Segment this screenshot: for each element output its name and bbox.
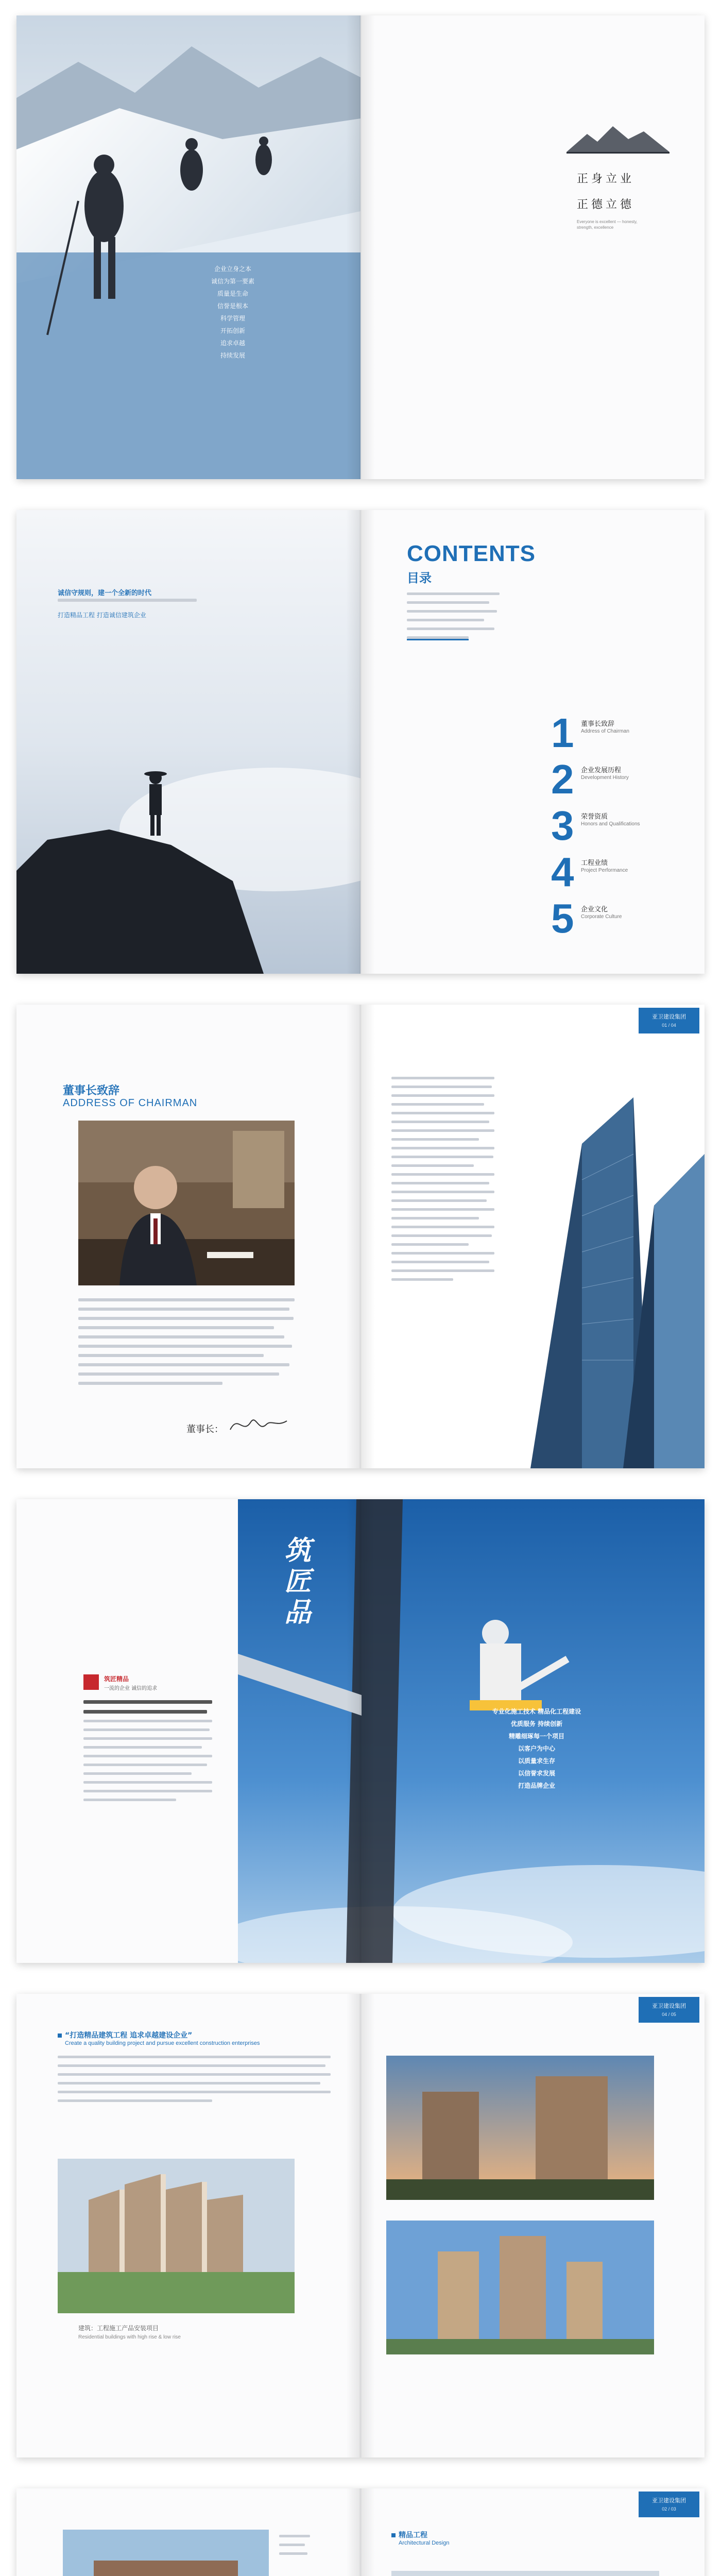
contents-left-page: [16, 510, 360, 974]
spread-projects-2: [16, 2488, 705, 2576]
contents-left-small-text: [58, 599, 197, 608]
projects2-title-cn: 精品工程: [391, 2530, 427, 2540]
chairman-portrait: [78, 1121, 295, 1285]
contents-item-number: 1: [551, 710, 574, 756]
contents-item[interactable]: [551, 850, 705, 896]
craft-label: 筑匠精品: [104, 1675, 129, 1683]
projects2-left-page: [16, 2488, 360, 2576]
contents-item[interactable]: [551, 896, 705, 943]
slogan-line: 企业立身之本: [214, 265, 251, 273]
contents-item-en: Development History: [581, 775, 629, 781]
contents-item-number: 4: [551, 849, 574, 895]
craft-label-2: 一流的企业 诚信的追求: [104, 1686, 158, 1691]
projects1-title-en: Create a quality building project and pursue excellent construction enterprises: [65, 2040, 260, 2046]
cover-title-1: 正身立业: [577, 173, 635, 185]
cover-slogan-block: [181, 263, 284, 362]
slogan-line: 科学管理: [220, 315, 245, 322]
residential-complex-photo: [58, 2159, 295, 2313]
overlay-line: 打造品牌企业: [518, 1782, 555, 1789]
signature-scribble: [228, 1412, 289, 1437]
page-tag: 亚卫建设集团 04 / 05: [639, 1997, 699, 2023]
projects1-caption-cn: 建筑：工程施工产品安装项目: [78, 2325, 159, 2332]
contents-intro-text: [407, 592, 500, 645]
contents-item-en: Corporate Culture: [581, 914, 622, 920]
contents-item-number: 5: [551, 895, 574, 941]
overlay-line: 以信誉求发展: [518, 1770, 555, 1777]
slogan-line: 追求卓越: [220, 340, 245, 347]
projects1-body-text: [58, 2056, 331, 2108]
dusk-tower-photo: [386, 2056, 654, 2200]
slogan-line: 开拓创新: [220, 327, 245, 334]
spread-contents: [16, 510, 705, 974]
contents-item-cn: 企业文化: [581, 906, 608, 913]
chairman-right-page: [360, 1005, 705, 1468]
chairman-title-cn: 董事长致辞: [63, 1084, 120, 1097]
spread-cover: [16, 15, 705, 479]
cover-right-page: [360, 15, 705, 479]
slogan-line: 信誉是根本: [217, 302, 248, 310]
red-seal-icon: [83, 1674, 99, 1690]
projects1-title-cn: “打造精品建筑工程 追求卓越建设企业”: [58, 2030, 192, 2040]
overlay-line: 以质量求生存: [518, 1757, 555, 1765]
chairman-title-en: ADDRESS OF CHAIRMAN: [63, 1097, 198, 1109]
skyscraper-photo: [500, 1051, 705, 1468]
contents-divider: [407, 639, 469, 640]
chairman-right-text: [391, 1077, 494, 1287]
overlay-line: 优质服务 持续创新: [510, 1720, 563, 1727]
contents-item-number: 3: [551, 803, 574, 849]
highrise-photo: [386, 2221, 654, 2354]
contents-item-en: Honors and Qualifications: [581, 821, 640, 827]
craft-big-title: 筑匠品: [284, 1535, 312, 1628]
chairman-signature-label: 董事长：: [186, 1424, 224, 1435]
contents-list: [551, 711, 705, 943]
contents-item[interactable]: [551, 711, 705, 757]
spread-chairman: [16, 1005, 705, 1468]
overlay-line: 以客户为中心: [518, 1745, 555, 1752]
projects1-left-page: [16, 1994, 360, 2458]
villa-photo-1: [63, 2530, 269, 2576]
contents-left-slogan: 诚信守规则，建一个全新的时代: [58, 589, 152, 597]
contents-item-cn: 董事长致辞: [581, 720, 615, 728]
chairman-left-page: [16, 1005, 360, 1468]
contents-item-number: 2: [551, 756, 574, 802]
projects1-right-page: [360, 1994, 705, 2458]
twin-towers-render: [391, 2571, 659, 2576]
contents-item-cn: 荣誉资质: [581, 813, 608, 821]
cover-title-2: 正德立德: [577, 198, 635, 211]
projects2-right-page: [360, 2488, 705, 2576]
mountaineers-photo: [16, 15, 360, 479]
projects2-title-en: Architectural Design: [399, 2540, 450, 2546]
contents-title: CONTENTS: [407, 541, 536, 566]
contents-title-cn: 目录: [407, 571, 432, 585]
ink-mountain-logo: [566, 124, 670, 155]
overlay-line: 专业化施工技术 精品化工程建设: [492, 1708, 581, 1715]
contents-item[interactable]: [551, 804, 705, 850]
contents-item[interactable]: [551, 757, 705, 804]
spread-projects-1: [16, 1994, 705, 2458]
craft-left-text: [83, 1700, 212, 1807]
overlay-line: 精雕细琢每一个项目: [508, 1733, 564, 1740]
craft-overlay-text: [465, 1705, 609, 1792]
slogan-line: 持续发展: [220, 352, 245, 359]
contents-item-en: Address of Chairman: [581, 728, 629, 734]
contents-left-slogan-2: 打造精品工程 打造诚信建筑企业: [58, 612, 146, 619]
cover-left-page: [16, 15, 360, 479]
projects1-caption-en: Residential buildings with high rise & low rise: [78, 2334, 181, 2340]
page-tag: 亚卫建设集团 02 / 03: [639, 2492, 699, 2517]
chairman-body-text: [78, 1298, 295, 1391]
page-tag: 亚卫建设集团 01 / 04: [639, 1008, 699, 1033]
spread-craftsmanship: [16, 1499, 705, 1963]
contents-item-cn: 工程业绩: [581, 859, 608, 867]
cover-subtitle-en: Everyone is excellent — honesty, strength, excellence: [577, 219, 638, 230]
contents-item-en: Project Performance: [581, 868, 628, 873]
contents-item-cn: 企业发展历程: [581, 767, 622, 774]
slogan-line: 质量是生命: [217, 290, 248, 297]
slogan-line: 诚信为第一要素: [211, 278, 254, 285]
villa-1-text: [279, 2535, 310, 2561]
cliff-photo: [16, 510, 360, 974]
contents-right-page: [360, 510, 705, 974]
